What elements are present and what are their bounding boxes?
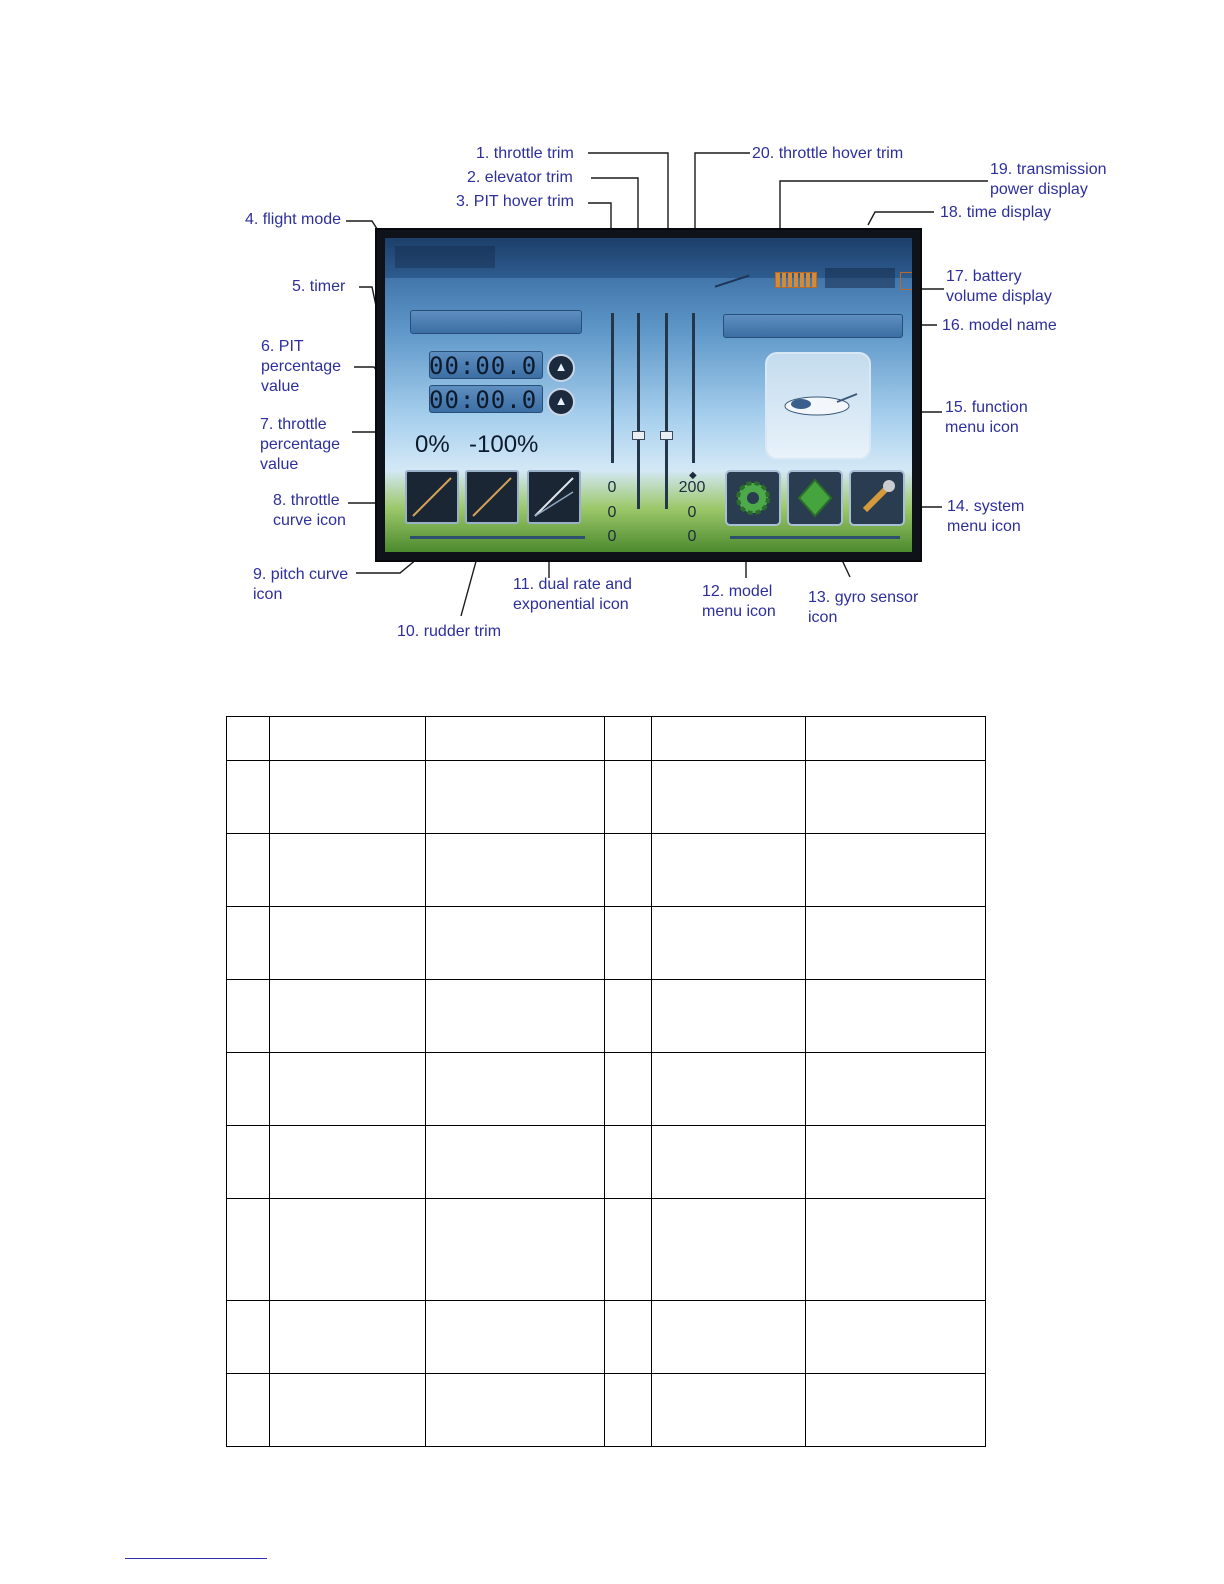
- callout-throttle-percentage: 7. throttle percentage value: [260, 416, 341, 473]
- table-cell: [806, 717, 986, 761]
- table-cell: [270, 1199, 426, 1301]
- table-cell: [806, 1126, 986, 1199]
- dual-rate-exponential-icon[interactable]: [527, 470, 581, 524]
- table-cell: [270, 1374, 426, 1447]
- table-cell: [270, 761, 426, 834]
- table-row: [227, 761, 986, 834]
- table-row: [227, 980, 986, 1053]
- table-cell: [270, 1301, 426, 1374]
- table-cell: [426, 1301, 605, 1374]
- rudder-trim[interactable]: [410, 536, 585, 539]
- table-cell: [426, 1374, 605, 1447]
- callout-time-display: 18. time display: [940, 204, 1052, 221]
- table-cell: [426, 907, 605, 980]
- table-cell: [605, 1053, 652, 1126]
- throttle-hover-trim[interactable]: [692, 313, 695, 463]
- table-row: [227, 1374, 986, 1447]
- table-cell: [652, 1053, 806, 1126]
- table-cell: [270, 980, 426, 1053]
- table-cell: [605, 907, 652, 980]
- system-menu-icon[interactable]: [849, 470, 905, 526]
- table-cell: [426, 1199, 605, 1301]
- table-cell: [806, 980, 986, 1053]
- callout-pit-hover-trim: 3. PIT hover trim: [456, 193, 574, 210]
- callout-pit-percentage: 6. PIT percentage value: [261, 338, 342, 395]
- table-cell: [605, 1126, 652, 1199]
- table-cell: [605, 980, 652, 1053]
- table-header-row: [227, 717, 986, 761]
- table-cell: [652, 1301, 806, 1374]
- table-cell: [652, 834, 806, 907]
- aileron-trim[interactable]: [730, 536, 900, 539]
- power-meter-icon: [775, 272, 817, 288]
- table-cell: [806, 1301, 986, 1374]
- throttle-hover-trim-marker: ◆: [689, 470, 697, 481]
- transmitter-screen-photo: [375, 228, 922, 562]
- callout-timer: 5. timer: [292, 278, 346, 295]
- callout-model-name: 16. model name: [942, 317, 1057, 334]
- footnote-separator: [125, 1558, 267, 1559]
- time-display-area: [825, 268, 895, 288]
- table-cell: [605, 717, 652, 761]
- table-cell: [227, 1053, 270, 1126]
- table-cell: [652, 980, 806, 1053]
- table-cell: [806, 834, 986, 907]
- table-cell: [270, 907, 426, 980]
- table-cell: [426, 980, 605, 1053]
- table-cell: [227, 761, 270, 834]
- callout-transmission-power: 19. transmission power display: [990, 161, 1107, 198]
- table-row: [227, 1053, 986, 1126]
- table-cell: [227, 1301, 270, 1374]
- table-cell: [806, 761, 986, 834]
- pit-hover-trim[interactable]: [611, 313, 614, 463]
- table-cell: [227, 1126, 270, 1199]
- throttle-trim-knob[interactable]: [660, 431, 673, 440]
- table-cell: [227, 907, 270, 980]
- table-row: [227, 907, 986, 980]
- elevator-trim[interactable]: [637, 313, 640, 509]
- table-cell: [227, 717, 270, 761]
- transmitter-screen: [385, 238, 912, 552]
- table-cell: [652, 1374, 806, 1447]
- table-row: [227, 1199, 986, 1301]
- throttle-curve-icon[interactable]: [405, 470, 459, 524]
- table-cell: [227, 834, 270, 907]
- callout-rudder-trim: 10. rudder trim: [397, 623, 502, 640]
- description-table: [226, 716, 986, 1447]
- table-cell: [652, 1126, 806, 1199]
- table-cell: [806, 1199, 986, 1301]
- table-cell: [270, 1053, 426, 1126]
- table-cell: [605, 1301, 652, 1374]
- table-cell: [227, 980, 270, 1053]
- model-name-bar: [723, 314, 903, 338]
- timer-2-up-icon[interactable]: ▲: [547, 388, 575, 416]
- timer-1-up-icon[interactable]: ▲: [547, 354, 575, 382]
- table-cell: [227, 1374, 270, 1447]
- table-cell: [652, 1199, 806, 1301]
- callout-function-menu: 15. function menu icon: [945, 399, 1028, 436]
- callout-throttle-trim: 1. throttle trim: [476, 145, 574, 162]
- table-cell: [652, 907, 806, 980]
- flight-mode-area: [395, 246, 495, 268]
- table-cell: [806, 907, 986, 980]
- table-cell: [806, 1053, 986, 1126]
- trim-value-b1: 200: [678, 479, 706, 496]
- table-cell: [652, 761, 806, 834]
- trim-value-b3: 0: [687, 528, 697, 545]
- table-cell: [426, 717, 605, 761]
- table-cell: [270, 1126, 426, 1199]
- table-cell: [426, 1053, 605, 1126]
- battery-icon: [900, 272, 912, 290]
- callout-flight-mode: 4. flight mode: [245, 211, 342, 228]
- callout-battery-volume: 17. battery volume display: [946, 268, 1052, 305]
- callout-model-menu: 12. model menu icon: [702, 583, 776, 620]
- table-cell: [270, 717, 426, 761]
- table-cell: [227, 1199, 270, 1301]
- table-cell: [605, 1199, 652, 1301]
- model-menu-icon[interactable]: [725, 470, 781, 526]
- trim-value-b2: 0: [687, 504, 697, 521]
- trim-value-a3: 0: [607, 528, 617, 545]
- table-cell: [806, 1374, 986, 1447]
- callout-dual-rate: 11. dual rate and exponential icon: [513, 576, 632, 613]
- pit-percentage-value: 0%: [415, 431, 450, 458]
- callout-throttle-curve: 8. throttle curve icon: [273, 492, 346, 529]
- table-cell: [426, 1126, 605, 1199]
- table-cell: [270, 834, 426, 907]
- timer-1-value: 00:00.0: [429, 352, 538, 380]
- throttle-trim[interactable]: [665, 313, 668, 509]
- gyro-sensor-icon[interactable]: [787, 470, 843, 526]
- pitch-curve-icon[interactable]: [465, 470, 519, 524]
- table-cell: [652, 717, 806, 761]
- callout-system-menu: 14. system menu icon: [947, 498, 1025, 535]
- table-cell: [605, 834, 652, 907]
- timer-2-value: 00:00.0: [429, 386, 538, 414]
- callout-pitch-curve: 9. pitch curve icon: [253, 566, 349, 603]
- table-cell: [605, 761, 652, 834]
- callout-gyro-sensor: 13. gyro sensor icon: [808, 589, 919, 626]
- table-cell: [605, 1374, 652, 1447]
- callout-throttle-hover-trim: 20. throttle hover trim: [752, 145, 904, 162]
- trim-value-a1: 0: [607, 479, 617, 496]
- table-row: [227, 1126, 986, 1199]
- flight-mode-bar: [410, 310, 582, 334]
- throttle-percentage-value: -100%: [469, 431, 539, 458]
- table-row: [227, 834, 986, 907]
- trim-value-a2: 0: [607, 504, 617, 521]
- function-menu-icon[interactable]: [765, 352, 871, 460]
- callout-elevator-trim: 2. elevator trim: [467, 169, 573, 186]
- table-cell: [426, 761, 605, 834]
- elevator-trim-knob[interactable]: [632, 431, 645, 440]
- table-row: [227, 1301, 986, 1374]
- table-cell: [426, 834, 605, 907]
